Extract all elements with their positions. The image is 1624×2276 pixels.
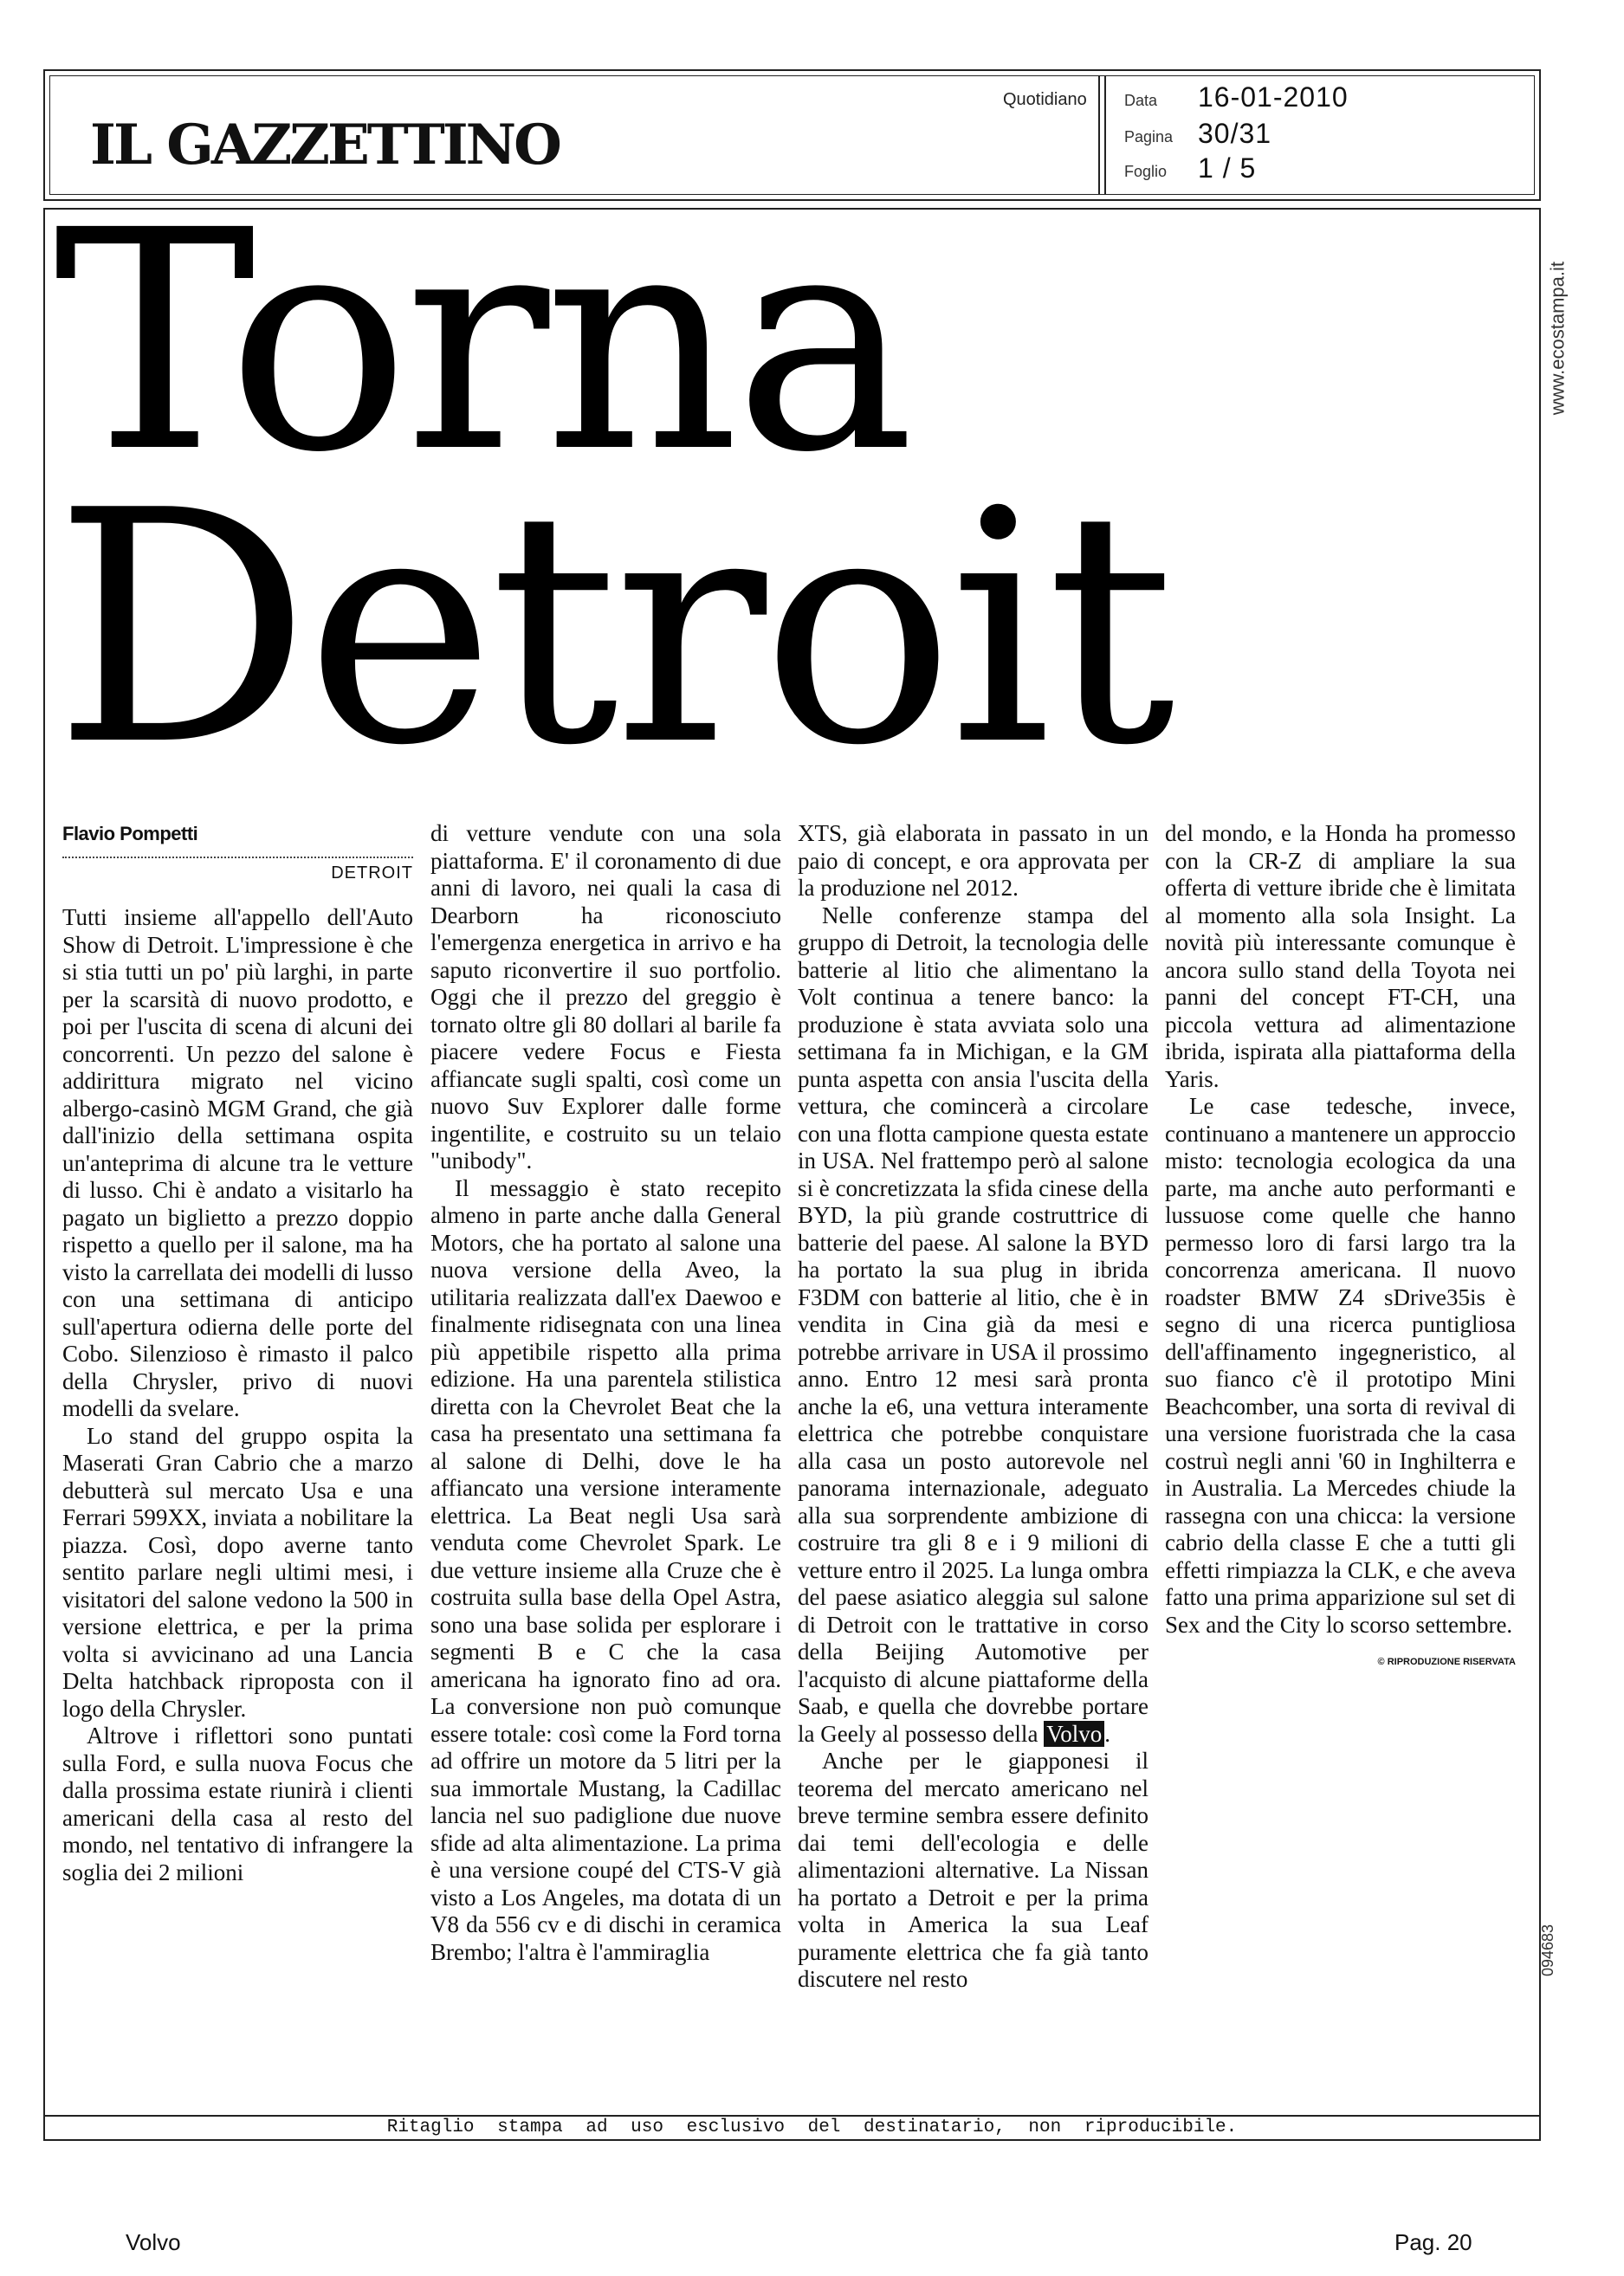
clipping-notice: Ritaglio stampa ad uso esclusivo del destinatario, non riproducibile. [386,2118,1238,2137]
publication-type: Quotidiano [1003,90,1087,109]
foglio-value: 1 / 5 [1198,152,1257,184]
pagina-value: 30/31 [1198,118,1272,149]
article-column-4 [1165,820,1516,1677]
dotted-rule [62,857,413,858]
paragraph [798,902,1148,1749]
author: Flavio Pompetti [62,823,198,844]
side-code: 094683 [1539,1924,1556,1976]
paragraph: Lo stand del gruppo ospita la Maserati Gran Cabrio che a marzo debutterà sul mercato Usa e una Ferrari 599XX, inviata a nobilitare la piazza. Così, dopo averne tanto sentito parlare negli ultimi mesi, i visitatori del salone vedono la 500 in versione elettrica, e per la prima volta si avvicinano ad una Lancia Delta hatchback riproposta con il logo della Chrysler. [62,1422,413,1722]
paragraph: Il messaggio è stato recepito almeno in parte anche dalla General Motors, che ha portato al salone una nuova versione della Aveo, la utilitaria realizzata dall'ex Daewoo e finalmente ridisegnata con una linea più appetibile rispetto alla prima edizione. Ha una parentela stilistica diretta con la Chevrolet Beat che la casa ha presentato una settimana fa al salone di Delhi, dove le ha affiancato una versione interamente elettrica. La Beat negli Usa sarà venduta come Chevrolet Spark. Le due vetture insieme alla Cruze che è costruita sulla base della Opel Astra, sono una base solida per esplorare i segmenti B e C che la casa americana ha ignorato fino ad ora. La conversione non può comunque essere totale: così come la Ford torna ad offrire un motore da 5 litri per la sua immortale Mustang, la Cadillac lancia nel suo padiglione due nuove sfide ad alta alimentazione. La prima è una versione coupé del CTS-V già visto a Los Angeles, ma dotata di un V8 da 556 cv e di dischi in ceramica Brembo; l'altra è l'ammiraglia [430,1174,781,1965]
footer-keyword: Volvo [126,2229,181,2255]
highlighted-keyword: Volvo [1044,1721,1104,1747]
paragraph-end: . [1104,1720,1110,1747]
rights-notice: © RIPRODUZIONE RISERVATA [1377,1657,1516,1667]
headline-line-1: Torna [54,165,910,519]
paragraph: di vetture vendute con una sola piattaforma. E' il coronamento di due anni di lavoro, nei quali la casa di Dearborn ha riconosciuto l'emergenza energetica in arrivo e ha saputo riconvertire il suo portfolio. Oggi che il prezzo del greggio è tornato oltre gli 80 dollari al barile fa piacere vedere Focus e Fiesta affiancate sugli spalti, così come un nuovo Suv Explorer dalle forme ingentilite, e costruito su un telaio "unibody". [430,820,781,1174]
dateline: DETROIT [331,863,413,883]
paragraph: del mondo, e la Honda ha promesso con la CR-Z di ampliare la sua offerta di vetture ibride che è limitata al momento alla sola Insight. La novità più interessante comunque è ancora sullo stand della Toyota nei panni del concept FT-CH, una piccola vettura ad alimentazione ibrida, ispirata alla piattaforma della Yaris. [1165,820,1516,1092]
data-value: 16-01-2010 [1198,81,1349,113]
paragraph: XTS, già elaborata in passato in un paio di concept, e ora approvata per la produzione nel 2012. [798,820,1148,901]
newspaper-logo: IL GAZZETTINO [90,113,560,178]
headline-line-2: Detroit [54,443,1170,816]
paragraph: Le case tedesche, invece, continuano a mantenere un approccio misto: tecnologia ecologica da una parte, ma anche auto performanti e lussuose come quelle che hanno permesso loro di farsi largo tra la concorrenza americana. Il nuovo roadster BMW Z4 sDrive35is è segno di una ricerca puntigliosa dell'affinamento ingegneristico, al suo fianco c'è il prototipo Mini Beachcomber, una sorta di revival di una versione fuoristrada che la casa costruì negli anni '60 in Inghilterra e in Australia. La Mercedes chiude la rassegna con una chicca: la versione cabrio della classe E che a tutti gli effetti rimpiazza la CLK, e che aveva fatto una prima apparizione sul set di Sex and the City lo scorso settembre. [1165,1093,1516,1638]
paragraph-text: Nelle conferenze stampa del gruppo di Detroit, la tecnologia delle batterie al litio che alimentano la Volt continua a tenere banco: la produzione è stata avviata solo una settimana fa in Michigan, e la GM punta aspetta con ansia l'uscita della vettura, che comincerà a circolare con una flotta campione questa estate in USA. Nel frattempo però al salone si è concretizzata la sfida cinese della BYD, la più grande costruttrice di batterie del paese. Al salone la BYD ha portato la sua plug in ibrida F3DM con batterie al litio, che è in vendita in Cina già da mesi e potrebbe arrivare in USA il prossimo anno. Entro 12 mesi sarà pronta anche la e6, una vettura interamente elettrica che potrebbe conquistare alla casa un posto autorevole nel panorama internazionale, adeguato alla sua sorprendente ambizione di costruire tra gli 8 e i 9 milioni di vetture entro il 2025. La lunga ombra del paese asiatico aleggia sul salone di Detroit con le trattative in corso della Beijing Automotive per l'acquisto di alcune piattaforme della Saab, e quella che dovrebbe portare la Geely al possesso della [798,902,1148,1747]
divider [1098,76,1100,194]
paragraph: Tutti insieme all'appello dell'Auto Show di Detroit. L'impressione è che si stia tutti un po' più larghi, in parte per la scarsità di nuovo prodotto, e poi per l'uscita di scena di alcuni dei concorrenti. Un pezzo del salone è addirittura migrato nel vicino albergo-casinò MGM Grand, che già dall'inizio della settimana ospita un'anteprima di alcune tra le vetture di lusso. Chi è andato a visitarlo ha pagato un biglietto a prezzo doppio rispetto a quello per il salone, ma ha visto la carrellata dei modelli di lusso con una settimana di anticipo sull'apertura odierna delle porte del Cobo. Silenzioso è rimasto il palco della Chrysler, privo di nuovi modelli da svelare. [62,904,413,1421]
page-number: Pag. 20 [1394,2229,1472,2255]
paragraph: Altrove i riflettori sono puntati sulla Ford, e sulla nuova Focus che dalla prossima estate riunirà i clienti americani della casa al resto del mondo, nel tentativo di infrangere la soglia dei 2 milioni [62,1723,413,1885]
foglio-label: Foglio [1124,163,1168,180]
article-column-1 [62,820,413,1886]
article-column-2 [430,820,781,1966]
article-column-3 [798,820,1148,1994]
side-url: www.ecostampa.it [1546,262,1568,416]
paragraph: Anche per le giapponesi il teorema del mercato americano nel breve termine sembra essere definito dai temi dell'ecologia e delle alimentazioni alternative. La Nissan ha portato a Detroit e per la prima volta in America la sua Leaf puramente elettrica che fa già tanto discutere nel resto [798,1748,1148,1992]
pagina-label: Pagina [1124,128,1174,145]
divider [1104,76,1106,194]
data-label: Data [1124,92,1158,109]
